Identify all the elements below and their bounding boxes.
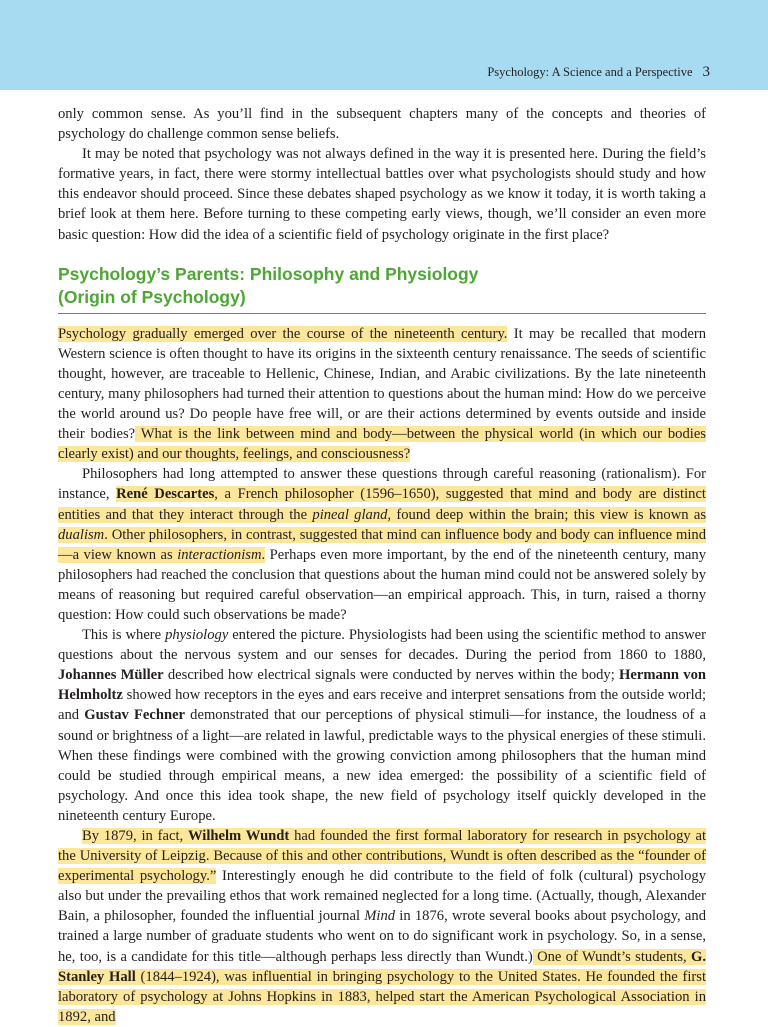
term-interactionism: interactionism [177,546,262,563]
name-hall: G. Stanley Hall [58,948,706,985]
paragraph-6 [58,826,706,1027]
term-physiology: physiology [165,627,229,644]
text-run: entered the picture. Physiologists had been using the scientific method to answer questions about the nervous system and our senses for decades. During the period from 1860 to 1880, [58,627,706,664]
page-body [58,104,706,1027]
text-run: Philosophers had long attempted to answer these questions through careful reasoning (rationalism). For instance, [58,466,706,503]
text-run: , a French philosopher (1596–1650), suggested that mind and body are distinct entities and that they interact through the [58,486,706,523]
text-run: Perhaps even more important, by the end of the nineteenth century, many philosophers had reached the conclusion that questions about the human mind could not be answered solely by means of reasoning but required careful observation—an empirical approach. This, in turn, raised a thorny question: How could such observations be made? [58,546,707,623]
section-heading [58,263,706,309]
text-run: (1844–1924), was influential in bringing psychology to the United States. He founded the first laboratory of psychology at Johns Hopkins in 1883, helped start the American Psychological Association in 1892, and [58,968,707,1025]
term-mind-journal: Mind [364,908,396,925]
paragraph-3 [58,324,706,465]
text-run: only common sense. As you’ll find in the subsequent chapters many of the concepts and theories of psychology do challenge common sense beliefs. [58,106,706,143]
highlight: Because of this and other contributions, Wundt is often described as the “founder of experimental psychology.” [58,848,706,885]
name-descartes: René Descartes [116,486,215,503]
term-dualism: dualism [58,526,105,543]
name-muller: Johannes Müller [58,667,164,684]
name-fechner: Gustav Fechner [84,707,186,724]
text-run: It may be noted that psychology was not always defined in the way it is presented here. During the field’s formative years, in fact, there were stormy intellectual battles over what psychologists should study and how this endeavor should proceed. Since these debates shaped psychology as we know it today, it is worth taking a brief look at them here. Before turning to these competing early views, though, we’ll consider an even more basic question: How did the idea of a scientific field of psychology originate in the first place? [58,146,706,243]
text-run: had founded the first formal laboratory for research in psychology at the University of Leipzig. [58,828,706,865]
text-run: This is where [82,627,166,644]
section-divider [58,313,706,314]
page-number: 3 [702,64,710,80]
section-title-line-1: Psychology’s Parents: Philosophy and Physiology [58,263,479,284]
name-wundt: Wilhelm Wundt [187,828,290,844]
text-run: Interestingly enough he did contribute to the field of folk (cultural) psychology also but under the prevailing ethos that work remained neglected for a long time. (Actually, though, Alexander Bain, a philosopher, founded the influential journal [58,868,706,925]
paragraph-1 [58,104,706,144]
text-run: showed how receptors in the eyes and ears receive and interpret sensations from the outside world; and [58,687,706,724]
text-run: By 1879, in fact, [82,828,188,844]
highlight: Psychology gradually emerged over the course of the nineteenth century. [58,325,508,342]
text-run: in 1876, wrote several books about psychology, and trained a large number of graduate students who went on to do significant work in psychology. So, in a sense, he, too, is a candidate for this title—although perhaps less directly than Wundt.) [58,908,706,965]
term-pineal-gland: pineal gland [312,506,388,523]
paragraph-2 [58,144,706,244]
text-run: described how electrical signals were conducted by nerves within the body; [163,667,620,684]
text-run: . Other philosophers, in contrast, suggested that mind can influence body and body can influence mind—a view known as [58,526,706,563]
section-title-line-2: (Origin of Psychology) [58,286,246,307]
text-run: demonstrated that our perceptions of physical stimuli—for instance, the loudness of a sound or brightness of a light—are related in lawful, predictable ways to the physical energies of these stimuli. When these findings were combined with the growing conviction among philosophers that the human mind could be studied through empirical means, a new idea emerged: the possibility of a scientific field of psychology. And once this idea took shape, the new field of psychology itself quickly developed in the nineteenth century Europe. [58,707,706,824]
text-run: It may be recalled that modern Western science is often thought to have its origins in the sixteenth century renaissance. The seeds of scientific thought, however, are traceable to Hellenic, Chinese, Indian, and Arabic civilizations. By the late nineteenth century, many philosophers had turned their attention to questions about the human mind: How do we perceive the world around us? Do people have free will, or are their actions determined by events outside and inside their bodies? [58,325,706,443]
paragraph-5 [58,625,706,826]
name-helmholtz: Hermann von Helmholtz [58,667,706,704]
highlight: What is the link between mind and body—between the physical world (in which our bodies clearly exist) and our thoughts, feelings, and consciousness? [58,426,706,463]
text-run: One of Wundt’s students, [532,948,691,965]
text-run: . [261,546,266,563]
running-title: Psychology: A Science and a Perspective [487,65,693,79]
running-header [487,64,710,81]
text-run: , found deep within the brain; this view is known as [387,506,707,523]
paragraph-4 [58,464,706,625]
